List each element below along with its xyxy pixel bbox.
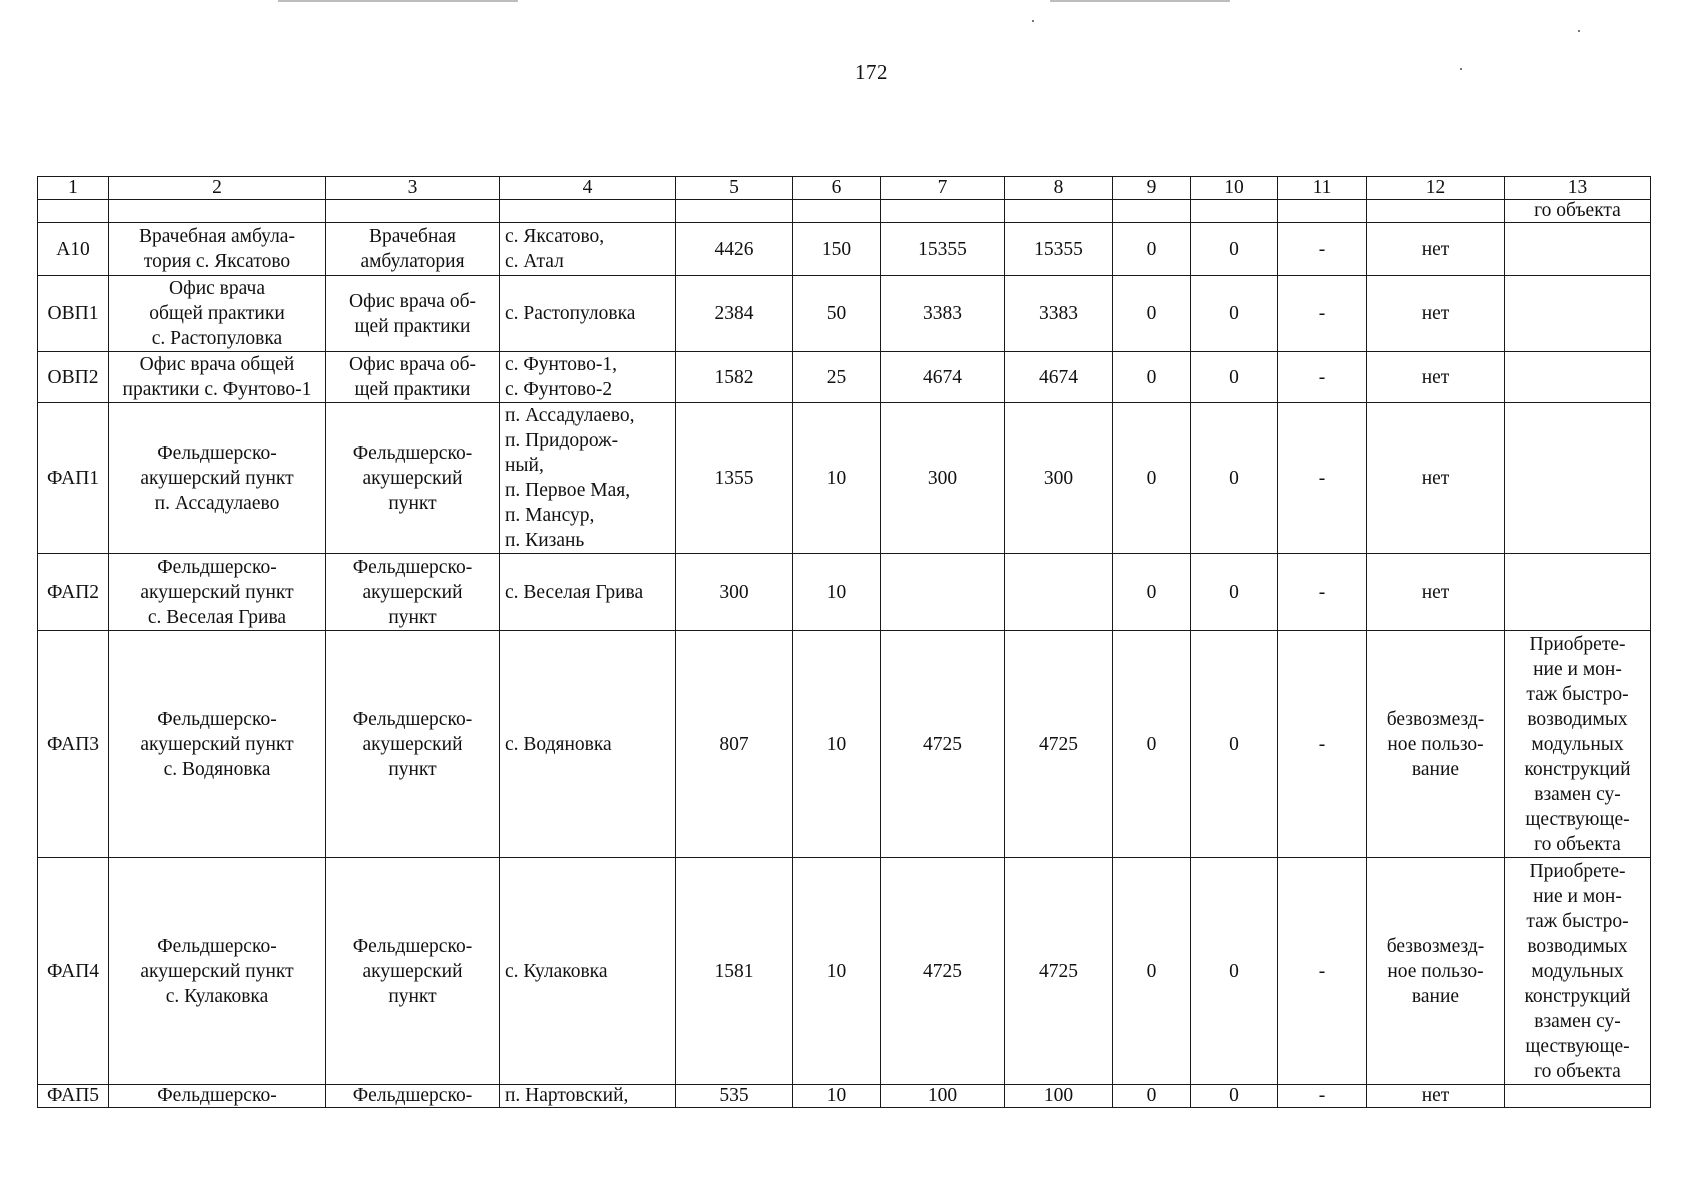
continuation-row bbox=[38, 200, 1651, 223]
cell-col7: 4674 bbox=[881, 352, 1005, 403]
facility-code: ФАП5 bbox=[38, 1085, 109, 1108]
cell-col12: нет bbox=[1367, 1085, 1505, 1108]
facility-name: Врачебная амбула- тория с. Яксатово bbox=[109, 223, 326, 276]
table-row bbox=[38, 631, 1651, 858]
cell-col7: 4725 bbox=[881, 631, 1005, 858]
cell-col9: 0 bbox=[1113, 223, 1191, 276]
facility-code: ФАП2 bbox=[38, 554, 109, 631]
facility-type: Врачебная амбулатория bbox=[326, 223, 500, 276]
cell-col13 bbox=[1505, 554, 1651, 631]
column-number: 10 bbox=[1191, 177, 1278, 200]
column-number: 1 bbox=[38, 177, 109, 200]
facility-name: Фельдшерско- акушерский пункт с. Водяновка bbox=[109, 631, 326, 858]
cell-col9: 0 bbox=[1113, 1085, 1191, 1108]
scan-artifact-line bbox=[1050, 0, 1230, 2]
settlements: п. Ассадулаево, п. Придорож- ный, п. Первое Мая, п. Мансур, п. Кизань bbox=[500, 403, 676, 554]
cell-col11: - bbox=[1278, 858, 1367, 1085]
settlements: с. Веселая Грива bbox=[500, 554, 676, 631]
cell-col9: 0 bbox=[1113, 276, 1191, 352]
data-table bbox=[37, 176, 1651, 1108]
settlements: с. Фунтово-1, с. Фунтово-2 bbox=[500, 352, 676, 403]
table-row bbox=[38, 223, 1651, 276]
facility-type: Фельдшерско- акушерский пункт bbox=[326, 631, 500, 858]
cell-col8 bbox=[1005, 554, 1113, 631]
facility-code: ОВП2 bbox=[38, 352, 109, 403]
settlements: с. Кулаковка bbox=[500, 858, 676, 1085]
column-number: 8 bbox=[1005, 177, 1113, 200]
settlements: п. Нартовский, bbox=[500, 1085, 676, 1108]
cell-col12: нет bbox=[1367, 554, 1505, 631]
scan-artifact-line bbox=[278, 0, 518, 2]
cell-col6: 10 bbox=[793, 403, 881, 554]
cell-col12: безвозмезд- ное пользо- вание bbox=[1367, 858, 1505, 1085]
cell-col8: 15355 bbox=[1005, 223, 1113, 276]
cell-col10: 0 bbox=[1191, 858, 1278, 1085]
continuation-note: го объекта bbox=[1505, 200, 1651, 223]
cell-col7: 4725 bbox=[881, 858, 1005, 1085]
cell-col6: 10 bbox=[793, 631, 881, 858]
cell-col13 bbox=[1505, 276, 1651, 352]
cell-col10: 0 bbox=[1191, 276, 1278, 352]
facility-type: Фельдшерско- акушерский пункт bbox=[326, 858, 500, 1085]
facility-code: ФАП1 bbox=[38, 403, 109, 554]
cell-col12: нет bbox=[1367, 403, 1505, 554]
cell-col10: 0 bbox=[1191, 352, 1278, 403]
cell-col8: 3383 bbox=[1005, 276, 1113, 352]
cell-col7: 100 bbox=[881, 1085, 1005, 1108]
cell-col5: 1581 bbox=[676, 858, 793, 1085]
cell-col9: 0 bbox=[1113, 554, 1191, 631]
cell-col8: 300 bbox=[1005, 403, 1113, 554]
cell-col7: 3383 bbox=[881, 276, 1005, 352]
table-row bbox=[38, 352, 1651, 403]
cell-col12: нет bbox=[1367, 276, 1505, 352]
column-number: 6 bbox=[793, 177, 881, 200]
cell-col5: 4426 bbox=[676, 223, 793, 276]
facility-code: ФАП3 bbox=[38, 631, 109, 858]
facility-type: Фельдшерско- bbox=[326, 1085, 500, 1108]
page-number: 172 bbox=[855, 60, 888, 84]
cell-col10: 0 bbox=[1191, 403, 1278, 554]
cell-col13: Приобрете- ние и мон- таж быстро- возводимых модульных конструкций взамен су- ществующе- го объекта bbox=[1505, 631, 1651, 858]
facility-name: Фельдшерско- bbox=[109, 1085, 326, 1108]
facility-name: Офис врача общей практики с. Фунтово-1 bbox=[109, 352, 326, 403]
cell-col6: 10 bbox=[793, 554, 881, 631]
column-number-row bbox=[38, 177, 1651, 200]
facility-name: Фельдшерско- акушерский пункт с. Кулаковка bbox=[109, 858, 326, 1085]
cell-col10: 0 bbox=[1191, 631, 1278, 858]
cell-col11: - bbox=[1278, 223, 1367, 276]
column-number: 9 bbox=[1113, 177, 1191, 200]
facility-type: Фельдшерско- акушерский пункт bbox=[326, 403, 500, 554]
cell-col9: 0 bbox=[1113, 403, 1191, 554]
facility-code: ФАП4 bbox=[38, 858, 109, 1085]
cell-col13: Приобрете- ние и мон- таж быстро- возводимых модульных конструкций взамен су- ществующе- го объекта bbox=[1505, 858, 1651, 1085]
cell-col12: нет bbox=[1367, 223, 1505, 276]
settlements: с. Яксатово, с. Атал bbox=[500, 223, 676, 276]
table-row bbox=[38, 554, 1651, 631]
cell-col8: 4725 bbox=[1005, 858, 1113, 1085]
cell-col8: 4725 bbox=[1005, 631, 1113, 858]
cell-col13 bbox=[1505, 223, 1651, 276]
cell-col11: - bbox=[1278, 554, 1367, 631]
cell-col8: 100 bbox=[1005, 1085, 1113, 1108]
scan-speck bbox=[1460, 68, 1462, 70]
cell-col6: 25 bbox=[793, 352, 881, 403]
cell-col11: - bbox=[1278, 1085, 1367, 1108]
cell-col7: 15355 bbox=[881, 223, 1005, 276]
cell-col5: 807 bbox=[676, 631, 793, 858]
cell-col10: 0 bbox=[1191, 223, 1278, 276]
column-number: 5 bbox=[676, 177, 793, 200]
facility-name: Фельдшерско- акушерский пункт п. Ассадулаево bbox=[109, 403, 326, 554]
scan-speck bbox=[1578, 30, 1580, 32]
cell-col5: 1582 bbox=[676, 352, 793, 403]
cell-col6: 10 bbox=[793, 858, 881, 1085]
cell-col12: безвозмезд- ное пользо- вание bbox=[1367, 631, 1505, 858]
cell-col9: 0 bbox=[1113, 858, 1191, 1085]
cell-col13 bbox=[1505, 403, 1651, 554]
cell-col10: 0 bbox=[1191, 554, 1278, 631]
table-row bbox=[38, 1085, 1651, 1108]
cell-col11: - bbox=[1278, 352, 1367, 403]
table-row bbox=[38, 858, 1651, 1085]
cell-col9: 0 bbox=[1113, 352, 1191, 403]
cell-col6: 50 bbox=[793, 276, 881, 352]
cell-col10: 0 bbox=[1191, 1085, 1278, 1108]
column-number: 13 bbox=[1505, 177, 1651, 200]
cell-col13 bbox=[1505, 352, 1651, 403]
cell-col5: 535 bbox=[676, 1085, 793, 1108]
cell-col5: 300 bbox=[676, 554, 793, 631]
table-row bbox=[38, 403, 1651, 554]
cell-col13 bbox=[1505, 1085, 1651, 1108]
facility-name: Фельдшерско- акушерский пункт с. Веселая Грива bbox=[109, 554, 326, 631]
column-number: 2 bbox=[109, 177, 326, 200]
cell-col7 bbox=[881, 554, 1005, 631]
column-number: 7 bbox=[881, 177, 1005, 200]
facility-type: Офис врача об- щей практики bbox=[326, 352, 500, 403]
cell-col11: - bbox=[1278, 403, 1367, 554]
settlements: с. Растопуловка bbox=[500, 276, 676, 352]
facility-code: А10 bbox=[38, 223, 109, 276]
facility-type: Офис врача об- щей практики bbox=[326, 276, 500, 352]
cell-col5: 1355 bbox=[676, 403, 793, 554]
cell-col8: 4674 bbox=[1005, 352, 1113, 403]
facility-name: Офис врача общей практики с. Растопуловка bbox=[109, 276, 326, 352]
column-number: 3 bbox=[326, 177, 500, 200]
cell-col7: 300 bbox=[881, 403, 1005, 554]
table-row bbox=[38, 276, 1651, 352]
cell-col11: - bbox=[1278, 631, 1367, 858]
scan-speck bbox=[1032, 20, 1034, 22]
column-number: 11 bbox=[1278, 177, 1367, 200]
facility-code: ОВП1 bbox=[38, 276, 109, 352]
cell-col5: 2384 bbox=[676, 276, 793, 352]
cell-col12: нет bbox=[1367, 352, 1505, 403]
cell-col6: 10 bbox=[793, 1085, 881, 1108]
cell-col9: 0 bbox=[1113, 631, 1191, 858]
settlements: с. Водяновка bbox=[500, 631, 676, 858]
column-number: 12 bbox=[1367, 177, 1505, 200]
cell-col11: - bbox=[1278, 276, 1367, 352]
cell-col6: 150 bbox=[793, 223, 881, 276]
column-number: 4 bbox=[500, 177, 676, 200]
facility-type: Фельдшерско- акушерский пункт bbox=[326, 554, 500, 631]
